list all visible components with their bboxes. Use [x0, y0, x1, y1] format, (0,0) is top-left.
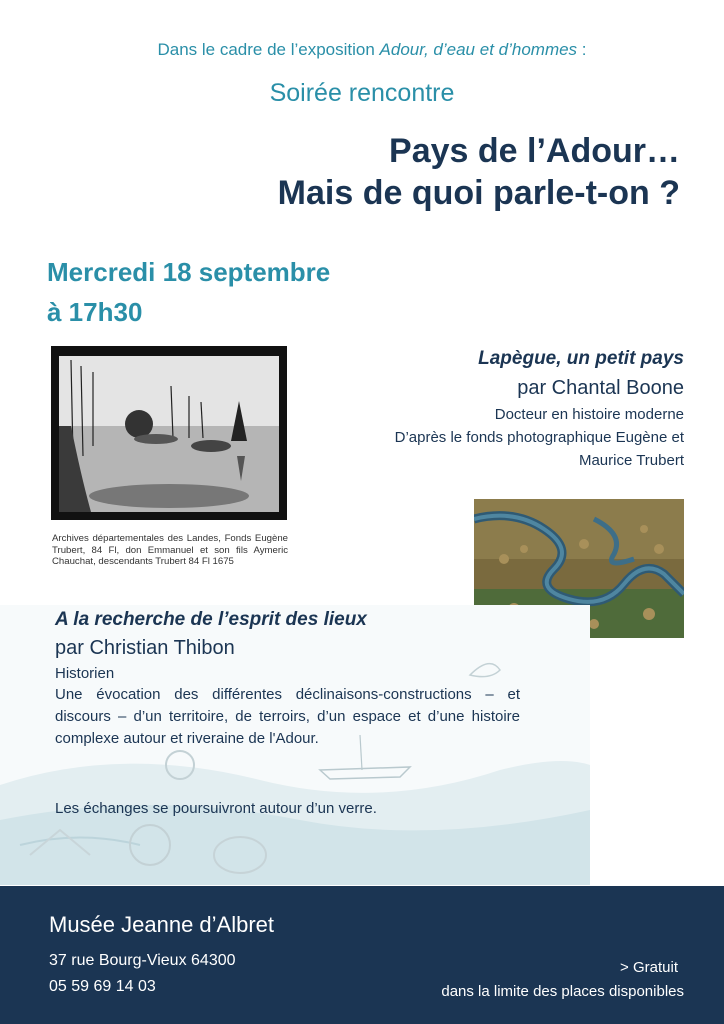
- event-type: Soirée rencontre: [269, 79, 455, 107]
- talk-2-role: Historien: [55, 665, 115, 682]
- museum-phone: 05 59 69 14 03: [49, 978, 156, 995]
- exhibition-name: Adour, d’eau et d’hommes: [379, 40, 578, 59]
- talk-1-note-2: Maurice Trubert: [578, 452, 684, 469]
- date-day: Mercredi 18 septembre: [47, 257, 331, 287]
- title-line-2: Mais de quoi parle-t-on ?: [277, 174, 680, 212]
- event-date: [47, 252, 330, 332]
- talk-2-description: Une évocation des différentes déclinaisons-constructions – et discours – d’un territoire, de terroirs, d’un espace et d’une histoire complexe autour et riveraine de l'Adour.: [55, 686, 520, 747]
- talk-1-speaker: par Chantal Boone: [517, 377, 684, 399]
- admission-free: > Gratuit: [620, 959, 678, 976]
- talk-1-note-1: D’après le fonds photographique Eugène et: [394, 429, 684, 446]
- page-title: [278, 130, 680, 214]
- talk-2-title: A la recherche de l’esprit des lieux: [55, 609, 367, 630]
- date-time: à 17h30: [47, 297, 143, 327]
- talk-2: [55, 607, 520, 750]
- talk-1-role: Docteur en histoire moderne: [494, 406, 684, 423]
- museum-name: Musée Jeanne d’Albret: [49, 912, 275, 937]
- talk-2-speaker: par Christian Thibon: [55, 637, 235, 659]
- admission-info: [441, 956, 684, 1004]
- closing-note: Les échanges se poursuivront autour d’un verre.: [55, 800, 377, 817]
- historic-photo: [51, 346, 287, 520]
- title-line-1: Pays de l’Adour…: [389, 132, 680, 170]
- intro-text: Dans le cadre de l’exposition: [157, 40, 380, 59]
- footer: [0, 886, 724, 1024]
- photo-caption: Archives départementales des Landes, Fonds Eugène Trubert, 84 Fl, don Emmanuel et son fils Aymeric Chauchat, descendants Trubert 84 Fl 1675: [52, 533, 288, 568]
- talk-1: [395, 345, 684, 472]
- admission-limit: dans la limite des places disponibles: [441, 983, 684, 1000]
- intro-line: [0, 40, 724, 60]
- talk-1-title: Lapègue, un petit pays: [478, 348, 684, 369]
- museum-address: 37 rue Bourg-Vieux 64300: [49, 952, 236, 969]
- museum-contact: [49, 948, 236, 1000]
- intro-colon: :: [577, 40, 587, 59]
